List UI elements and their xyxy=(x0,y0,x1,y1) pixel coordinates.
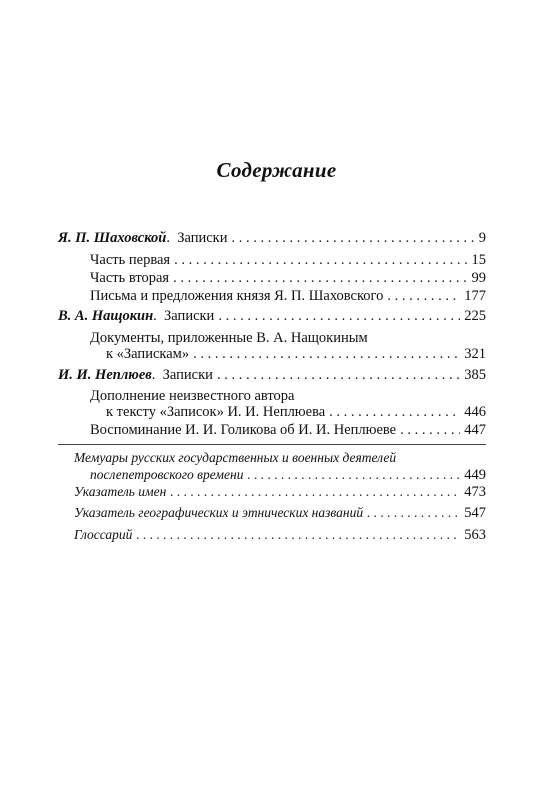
leader-dots xyxy=(329,403,460,421)
work-title: Записки xyxy=(164,308,215,324)
page-number: 177 xyxy=(464,288,486,304)
entry-label: к тексту «Записок» И. И. Неплюева xyxy=(106,404,326,420)
toc-entry-memoirs-line1: Мемуары русских государственных и военных деятелей xyxy=(74,450,397,465)
page-number: 9 xyxy=(478,230,486,246)
leader-dots xyxy=(231,229,474,247)
entry-label: Письма и предложения князя Я. П. Шаховского xyxy=(90,288,384,304)
page-title: Содержание xyxy=(216,158,337,182)
page-number: 447 xyxy=(464,422,486,438)
author-name: И. И. Неплюев xyxy=(58,367,152,383)
entry-label: Указатель географических и этнических названий xyxy=(74,505,364,520)
entry-label: к «Запискам» xyxy=(106,346,190,362)
entry-label: Указатель имен xyxy=(74,484,167,499)
toc-entry-nashchokin[interactable]: В. А. Нащокин. Записки . . . 225 xyxy=(58,307,486,325)
entry-label: послепетровского времени xyxy=(90,467,244,482)
leader-dots xyxy=(247,466,460,484)
page-number: 225 xyxy=(464,308,486,324)
toc-entry-part-one[interactable] xyxy=(90,251,486,269)
toc-entry-documents-line1: Документы, приложенные В. А. Нащокиным xyxy=(90,330,368,346)
leader-dots xyxy=(367,504,460,522)
leader-dots xyxy=(170,483,460,501)
toc-entry-neplyuev[interactable]: И. И. Неплюев. Записки . . . 385 xyxy=(58,366,486,384)
leader-dots xyxy=(217,366,460,384)
page-number: 547 xyxy=(464,505,486,521)
toc-entry-part-two[interactable] xyxy=(90,269,486,287)
toc-entry-names-index[interactable] xyxy=(74,483,486,501)
toc-entry-golikov[interactable] xyxy=(90,421,486,439)
toc-entry-addition[interactable] xyxy=(106,403,486,421)
page-number: 563 xyxy=(464,527,486,543)
page-number: 473 xyxy=(464,484,486,500)
page-number: 99 xyxy=(471,270,486,286)
leader-dots xyxy=(387,287,460,305)
author-name: Я. П. Шаховской xyxy=(58,230,167,246)
page-number: 449 xyxy=(464,467,486,483)
leader-dots xyxy=(218,307,460,325)
entry-label: Воспоминание И. И. Голикова об И. И. Неплюеве xyxy=(90,422,397,438)
page-number: 446 xyxy=(464,404,486,420)
work-title: Записки xyxy=(177,230,228,246)
leader-dots xyxy=(174,251,467,269)
toc-entry-glossary[interactable] xyxy=(74,526,486,544)
toc-entry-memoirs[interactable] xyxy=(90,466,486,484)
toc-entry-shakhovskoy[interactable]: Я. П. Шаховской. Записки . . . 9 xyxy=(58,229,486,247)
leader-dots xyxy=(173,269,467,287)
page-number: 15 xyxy=(471,252,486,268)
leader-dots xyxy=(136,526,460,544)
work-title: Записки xyxy=(162,367,213,383)
toc-entry-addition-line1: Дополнение неизвестного автора xyxy=(90,388,295,404)
section-divider xyxy=(58,444,486,445)
page-number: 385 xyxy=(464,367,486,383)
leader-dots xyxy=(400,421,460,439)
toc-entry-documents[interactable] xyxy=(106,345,486,363)
entry-label: Часть первая xyxy=(90,252,171,268)
author-name: В. А. Нащокин xyxy=(58,308,154,324)
toc-entry-letters[interactable] xyxy=(90,287,486,305)
page-number: 321 xyxy=(464,346,486,362)
entry-label: Часть вторая xyxy=(90,270,170,286)
entry-label: Глоссарий xyxy=(74,527,133,542)
toc-entry-geo-index[interactable] xyxy=(74,504,486,522)
leader-dots xyxy=(193,345,460,363)
